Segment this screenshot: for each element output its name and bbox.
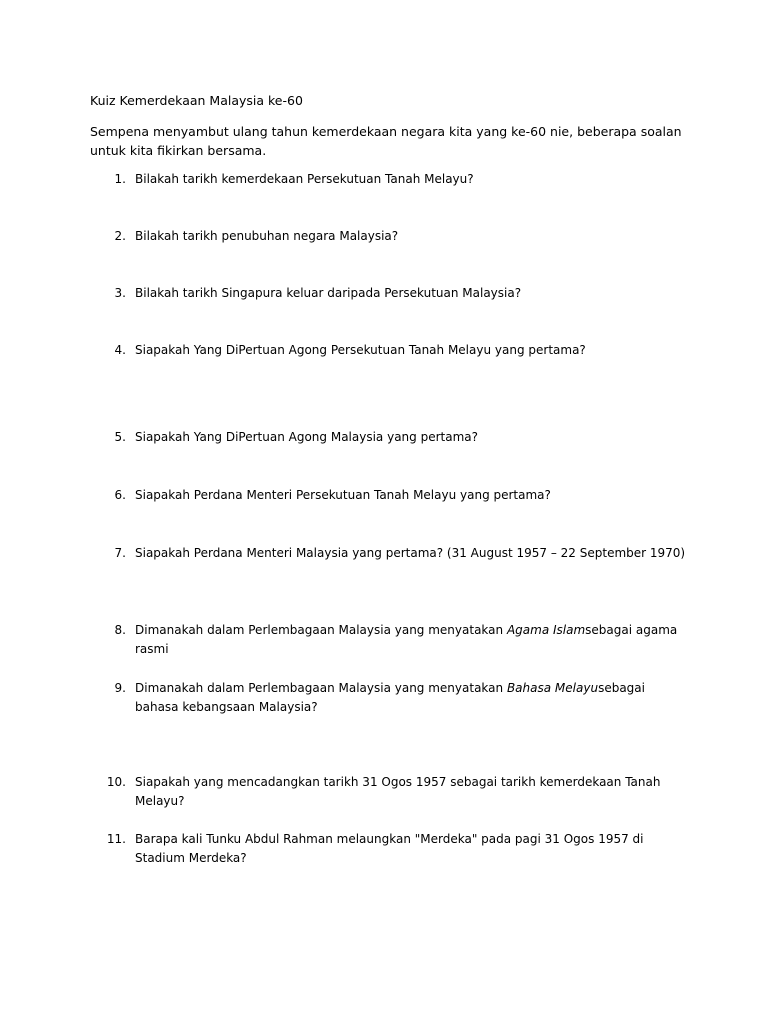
intro-paragraph: Sempena menyambut ulang tahun kemerdekaan negara kita yang ke-60 nie, beberapa soalan untuk kita fikirkan bersama. xyxy=(90,124,682,158)
question-number: 8. xyxy=(114,623,126,637)
question-text: Siapakah Yang DiPertuan Agong Malaysia yang pertama? xyxy=(135,430,478,444)
question-11 xyxy=(90,830,690,868)
question-text: Bilakah tarikh penubuhan negara Malaysia? xyxy=(135,229,399,243)
question-text xyxy=(135,679,690,717)
question-7 xyxy=(90,544,690,563)
question-text-italic: Agama Islam xyxy=(506,623,586,637)
question-text xyxy=(135,621,690,659)
question-number: 10. xyxy=(106,775,126,789)
question-2 xyxy=(90,227,690,246)
question-4 xyxy=(90,341,690,360)
question-number: 4. xyxy=(114,343,126,357)
question-number: 5. xyxy=(114,430,126,444)
document-title: Kuiz Kemerdekaan Malaysia ke-60 xyxy=(90,93,303,108)
question-text-after: sebagai agama rasmi xyxy=(135,623,678,656)
question-1 xyxy=(90,170,690,189)
question-8 xyxy=(90,621,690,659)
question-text: Siapakah yang mencadangkan tarikh 31 Ogos 1957 sebagai tarikh kemerdekaan Tanah Melayu? xyxy=(135,775,661,808)
question-number: 2. xyxy=(114,229,126,243)
question-number: 9. xyxy=(114,681,126,695)
question-text-before: Dimanakah dalam Perlembagaan Malaysia yang menyatakan xyxy=(135,623,507,637)
question-number: 1. xyxy=(114,172,126,186)
question-text: Bilakah tarikh Singapura keluar daripada Persekutuan Malaysia? xyxy=(135,286,522,300)
question-text-before: Dimanakah dalam Perlembagaan Malaysia yang menyatakan xyxy=(135,681,507,695)
question-number: 11. xyxy=(106,832,126,846)
question-text: Bilakah tarikh kemerdekaan Persekutuan Tanah Melayu? xyxy=(135,172,474,186)
question-text: Barapa kali Tunku Abdul Rahman melaungkan "Merdeka" pada pagi 31 Ogos 1957 di Stadium Merdeka? xyxy=(135,832,644,865)
question-5 xyxy=(90,428,690,447)
question-number: 6. xyxy=(114,488,126,502)
question-text-italic: Bahasa Melayu xyxy=(506,681,599,695)
question-3 xyxy=(90,284,690,303)
question-text: Siapakah Perdana Menteri Malaysia yang pertama? (31 August 1957 – 22 September 1970) xyxy=(135,546,686,560)
question-text: Siapakah Yang DiPertuan Agong Persekutuan Tanah Melayu yang pertama? xyxy=(135,343,586,357)
question-number: 7. xyxy=(114,546,126,560)
question-6 xyxy=(90,486,690,505)
question-9 xyxy=(90,679,690,717)
question-text: Siapakah Perdana Menteri Persekutuan Tanah Melayu yang pertama? xyxy=(135,488,551,502)
question-10 xyxy=(90,773,690,811)
question-number: 3. xyxy=(114,286,126,300)
question-text-after: sebagai bahasa kebangsaan Malaysia? xyxy=(135,681,645,714)
